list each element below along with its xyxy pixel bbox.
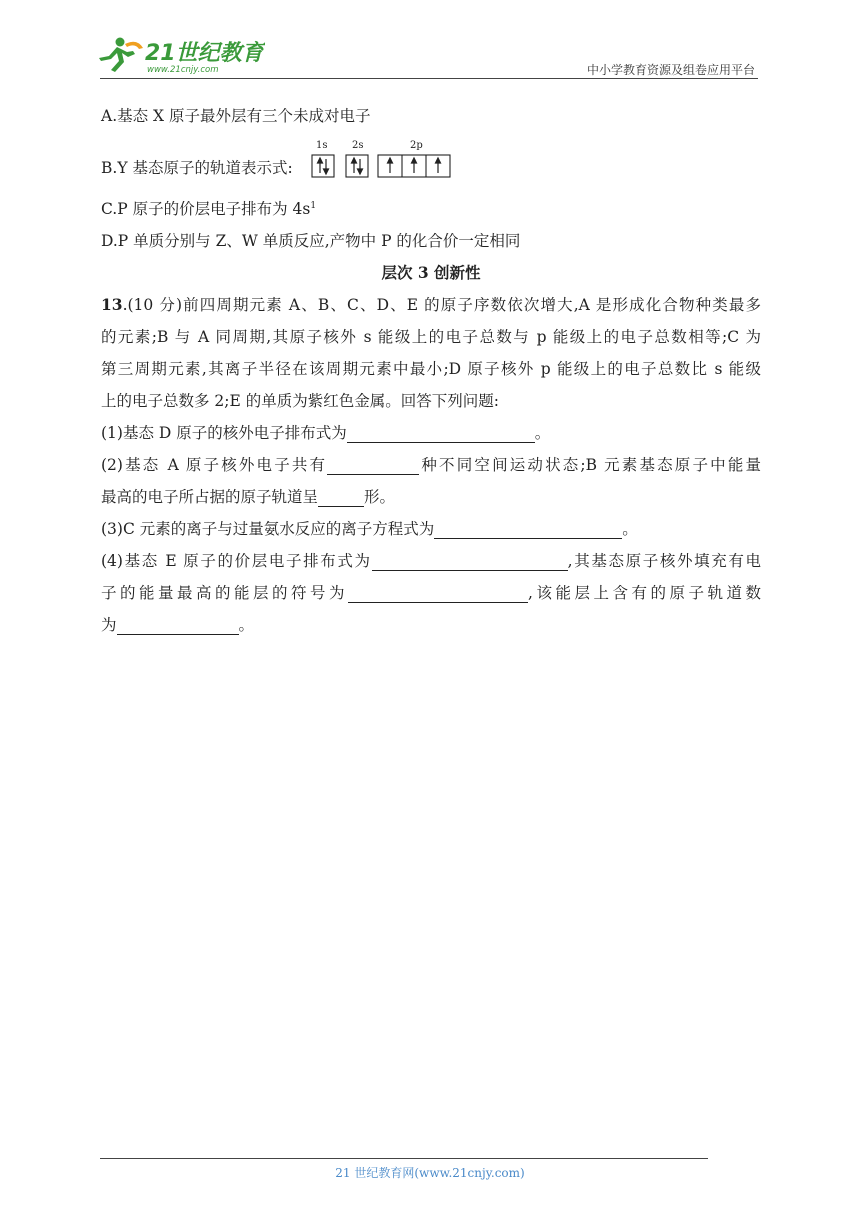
page-header	[95, 30, 757, 78]
option-d: D.P 单质分别与 Z、W 单质反应,产物中 P 的化合价一定相同	[101, 232, 521, 251]
page-content	[101, 100, 761, 641]
page-footer[interactable]: 21 世纪教育网(www.21cnjy.com)	[335, 1166, 525, 1180]
answer-blank-1[interactable]	[347, 422, 535, 443]
q13-line-4: 上的电子总数多 2;E 的单质为紫红色金属。回答下列问题:	[101, 392, 499, 411]
q13-part-4-line-2: 子的能量最高的能层的符号为 ,该能层上含有的原子轨道数	[101, 584, 761, 603]
svg-text:www.21cnjy.com: www.21cnjy.com	[147, 65, 219, 74]
answer-blank-2b[interactable]	[318, 486, 364, 507]
q13-part-4-line-3: 为 。	[101, 616, 255, 635]
svg-text:21世纪教育: 21世纪教育	[145, 41, 264, 66]
q13-part-3: (3)C 元素的离子与过量氨水反应的离子方程式为 。	[101, 520, 638, 539]
section-title: 层次 3 创新性	[381, 263, 481, 283]
option-a: A.基态 X 原子最外层有三个未成对电子	[101, 107, 371, 125]
orbital-label-2s: 2s	[352, 140, 364, 151]
option-b-label: B.Y 基态原子的轨道表示式:	[101, 159, 293, 177]
answer-blank-2a[interactable]	[327, 454, 419, 475]
option-b	[101, 140, 761, 186]
orbital-diagram	[310, 138, 465, 182]
q13-part-4-line-1: (4)基态 E 原子的价层电子排布式为 ,其基态原子核外填充有电	[101, 552, 761, 571]
answer-blank-4b[interactable]	[348, 582, 528, 603]
electron-arrows	[318, 158, 441, 174]
site-logo	[95, 34, 265, 74]
runner-icon	[99, 38, 143, 73]
answer-blank-3[interactable]	[434, 518, 622, 539]
orbital-box-2s	[346, 155, 368, 177]
q13-line-2: 的元素;B 与 A 同周期,其原子核外 s 能级上的电子总数与 p 能级上的电子总数相等;C 为	[101, 328, 761, 347]
answer-blank-4a[interactable]	[372, 550, 568, 571]
q13-part-1: (1)基态 D 原子的核外电子排布式为 。	[101, 424, 551, 443]
footer-divider	[100, 1158, 708, 1159]
q13-line-1: 13.(10 分)前四周期元素 A、B、C、D、E 的原子序数依次增大,A 是形成化合物种类最多	[101, 295, 761, 315]
header-divider	[100, 78, 758, 79]
option-c: C.P 原子的价层电子排布为 $4s^1$	[101, 200, 317, 219]
q13-part-2-line-2: 最高的电子所占据的原子轨道呈 形。	[101, 488, 396, 507]
q13-line-3: 第三周期元素,其离子半径在该周期元素中最小;D 原子核外 p 能级上的电子总数比 s 能级	[101, 360, 761, 379]
question-number: 13	[101, 295, 123, 315]
orbital-label-1s: 1s	[316, 140, 328, 151]
orbital-label-2p: 2p	[410, 140, 423, 151]
q13-part-2-line-1: (2)基态 A 原子核外电子共有 种不同空间运动状态;B 元素基态原子中能量	[101, 456, 761, 475]
answer-blank-4c[interactable]	[117, 614, 239, 635]
orbital-box-1s	[312, 155, 334, 177]
platform-tagline: 中小学教育资源及组卷应用平台	[586, 63, 755, 77]
